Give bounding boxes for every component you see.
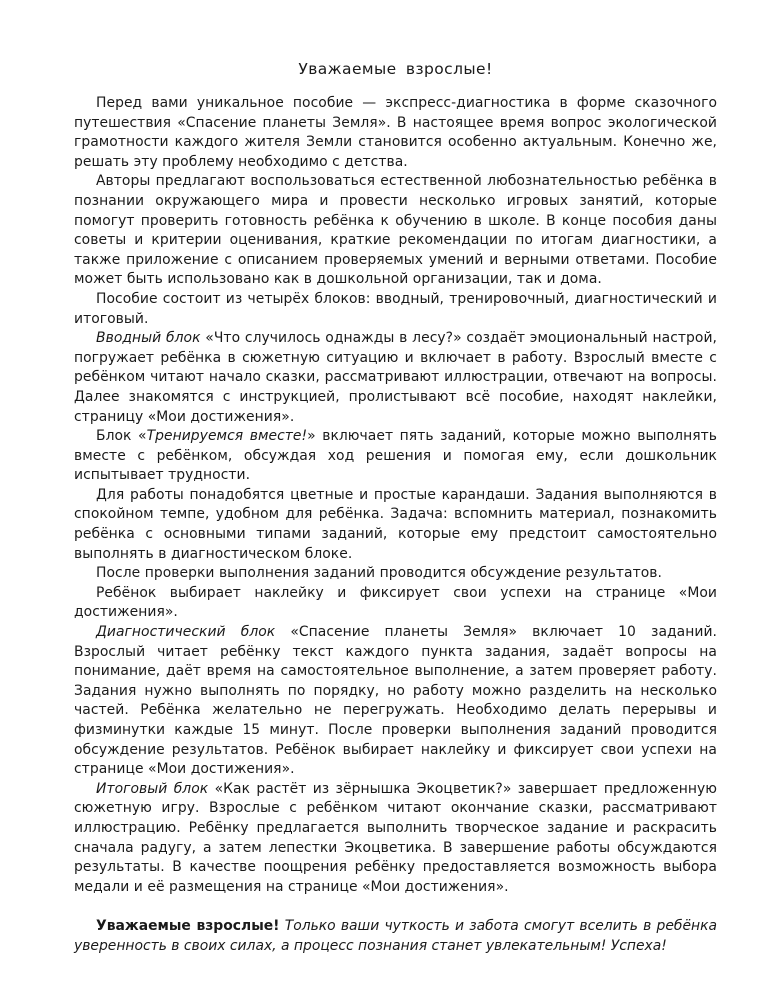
paragraph-text: » включает пять заданий, которые можно выполнять вместе с ребёнком, обсуждая ход решения и помогая ему, если дошкольник испытывает трудности. xyxy=(74,428,717,484)
closing-note xyxy=(74,917,717,956)
block-name: Тренируемся вместе! xyxy=(146,428,308,445)
paragraph-text: Авторы предлагают воспользоваться естественной любознательностью ребёнка в познании окружающего мира и провести несколько игровых занятий, которые помогут проверить готовность ребёнка к обучению в школе. В конце пособия даны советы и критерии оценивания, краткие рекомендации по итогам диагностики, а также приложение с описанием проверяемых умений и верными ответами. Пособие может быть использовано как в дошкольной организации, так и дома. xyxy=(74,173,717,288)
paragraph-sticker xyxy=(74,584,717,623)
paragraph-diagnostic-block xyxy=(74,623,717,780)
paragraph-intro xyxy=(74,94,717,172)
paragraph-authors xyxy=(74,172,717,290)
paragraph-text: После проверки выполнения заданий проводится обсуждение результатов. xyxy=(96,565,662,582)
paragraph-text: «Что случилось однажды в лесу?» создаёт эмоциональный настрой, погружает ребёнка в сюжетную ситуацию и включает в работу. Взрослый вместе с ребёнком читают начало сказки, рассматривают иллюстрации, отвечают на вопросы. Далее знакомятся с инструкцией, пролистывают всё пособие, находят наклейки, страницу «Мои достижения». xyxy=(74,330,717,425)
paragraph-materials xyxy=(74,486,717,564)
block-name: Вводный блок xyxy=(96,330,201,347)
paragraph-training-block xyxy=(74,427,717,486)
paragraph-text: Перед вами уникальное пособие — экспресс-диагностика в форме сказочного путешествия «Спасение планеты Земля». В настоящее время вопрос экологической грамотности каждого жителя Земли становится особенно актуальным. Конечно же, решать эту проблему необходимо с детства. xyxy=(74,95,717,170)
paragraph-final-block xyxy=(74,780,717,898)
paragraph-text: Для работы понадобятся цветные и простые карандаши. Задания выполняются в спокойном темпе, удобном для ребёнка. Задача: вспомнить материал, познакомить ребёнка с основными типами заданий, которые ему предстоит самостоятельно выполнять в диагностическом блоке. xyxy=(74,486,717,562)
block-name: Диагностический блок xyxy=(96,624,276,641)
paragraph-text: «Как растёт из зёрнышка Экоцветик?» завершает предложенную сюжетную игру. Взрослые с ребёнком читают окончание сказки, рассматривают иллюстрацию. Ребёнку предлагается выполнить творческое задание и раскрасить сначала радугу, а затем лепестки Экоцветика. В завершение работы обсуждаются результаты. В качестве поощрения ребёнку предоставляется возможность выбора медали и её размещения на странице «Мои достижения». xyxy=(74,780,717,895)
paragraph-text: Ребёнок выбирает наклейку и фиксирует свои успехи на странице «Мои достижения». xyxy=(74,584,717,621)
closing-message: Только ваши чуткость и забота смогут вселить в ребёнка уверенность в своих силах, а процесс познания станет увлекательным! Успеха! xyxy=(74,918,717,954)
document-body xyxy=(74,94,717,897)
paragraph-text: «Спасение планеты Земля» включает 10 заданий. Взрослый читает ребёнку текст каждого пункта задания, задаёт вопросы на понимание, даёт время на самостоятельное выполнение, а затем проверяет работу. Задания нужно выполнять по порядку, но работу можно разделить на несколько частей. Ребёнка желательно не перегружать. Необходимо делать перерывы и физминутки каждые 15 минут. После проверки выполнения заданий проводится обсуждение результатов. Ребёнок выбирает наклейку и фиксирует свои успехи на странице «Мои достижения». xyxy=(74,624,717,778)
block-prefix: Блок « xyxy=(96,428,147,445)
block-name: Итоговый блок xyxy=(96,780,209,797)
paragraph-intro-block xyxy=(74,329,717,427)
page-title: Уважаемые взрослые! xyxy=(298,60,493,78)
closing-salutation: Уважаемые взрослые! xyxy=(96,918,280,935)
document-page xyxy=(74,0,717,957)
paragraph-text: Пособие состоит из четырёх блоков: вводный, тренировочный, диагностический и итоговый. xyxy=(74,290,717,327)
paragraph-discussion xyxy=(74,564,717,584)
paragraph-structure xyxy=(74,290,717,329)
